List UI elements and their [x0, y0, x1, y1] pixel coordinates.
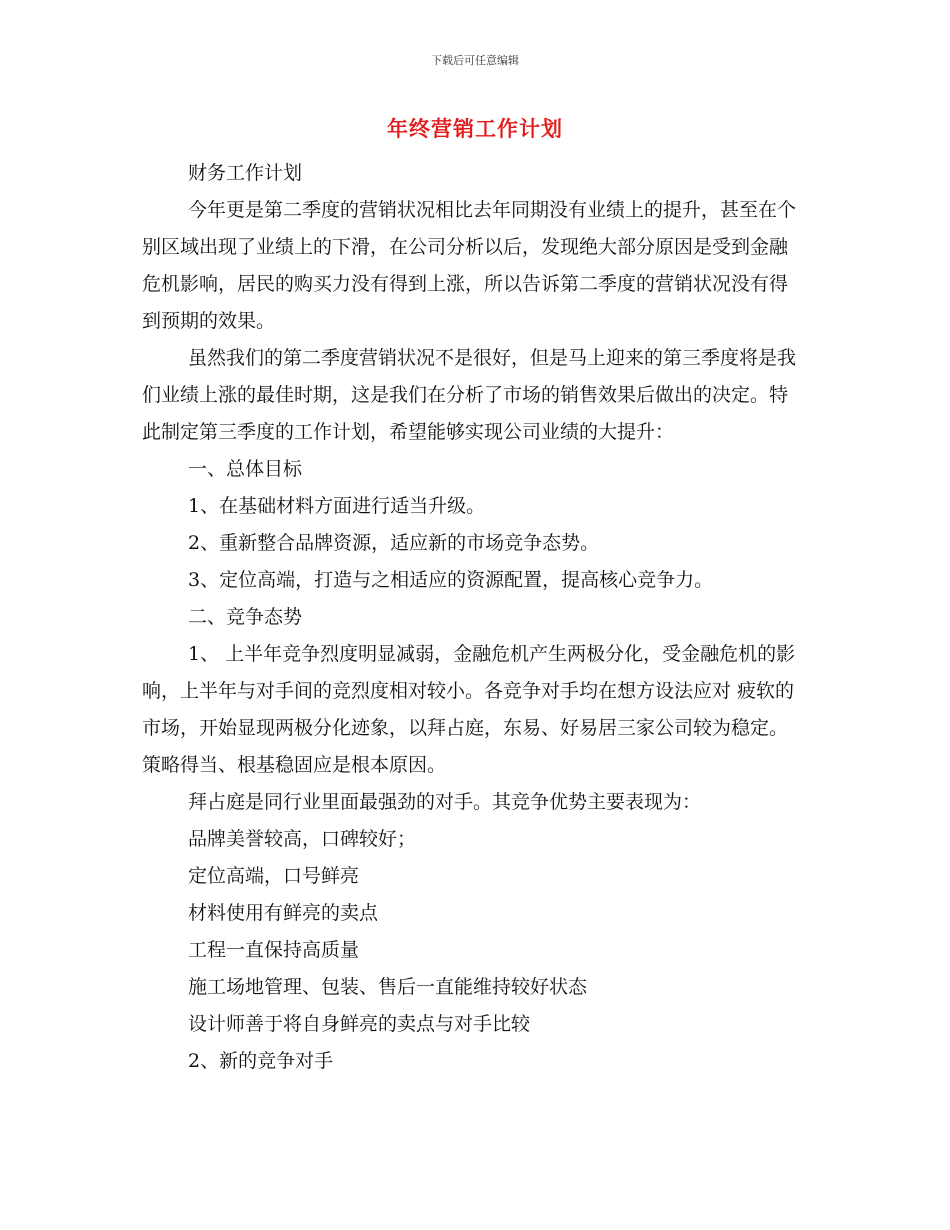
paragraph: 今年更是第二季度的营销状况相比去年同期没有业绩上的提升，甚至在个别区域出现了业绩上的下滑，在公司分析以后，发现绝大部分原因是受到金融危机影响，居民的购买力没有得到上涨，所以告诉第二季度的营销状况没有得到预期的效果。 [142, 199, 797, 332]
paragraph: 虽然我们的第二季度营销状况不是很好，但是马上迎来的第三季度将是我们业绩上涨的最佳时期，这是我们在分析了市场的销售效果后做出的决定。特此制定第三季度的工作计划，希望能够实现公司业绩的大提升： [142, 347, 797, 443]
list-item: 2、新的竞争对手 [188, 1050, 334, 1072]
list-item: 2、重新整合品牌资源，适应新的市场竞争态势。 [188, 532, 600, 554]
section-heading: 一、总体目标 [188, 458, 303, 480]
paragraph: 拜占庭是同行业里面最强劲的对手。其竞争优势主要表现为： [188, 791, 702, 813]
section-heading: 二、竞争态势 [188, 606, 303, 628]
list-item: 品牌美誉较高，口碑较好； [188, 828, 417, 850]
list-item: 定位高端，口号鲜亮 [188, 865, 360, 887]
document-title: 年终营销工作计划 [387, 117, 563, 141]
list-item: 3、定位高端，打造与之相适应的资源配置，提高核心竞争力。 [188, 569, 714, 591]
paragraph: 1、 上半年竞争烈度明显减弱，金融危机产生两极分化，受金融危机的影响，上半年与对手间的竞烈度相对较小。各竞争对手均在想方设法应对 疲软的市场，开始显现两极分化迹象，以拜占庭，东易、好易居三家公司较为稳定。策略得当、根基稳固应是根本原因。 [142, 643, 796, 776]
section-label: 财务工作计划 [188, 162, 303, 184]
list-item: 施工场地管理、包装、售后一直能维持较好状态 [188, 976, 588, 998]
list-item: 1、在基础材料方面进行适当升级。 [188, 495, 486, 517]
document-body [142, 155, 802, 1080]
header-note: 下载后可任意编辑 [431, 54, 519, 67]
list-item: 设计师善于将自身鲜亮的卖点与对手比较 [188, 1013, 531, 1035]
list-item: 材料使用有鲜亮的卖点 [188, 902, 379, 924]
list-item: 工程一直保持高质量 [188, 939, 360, 961]
